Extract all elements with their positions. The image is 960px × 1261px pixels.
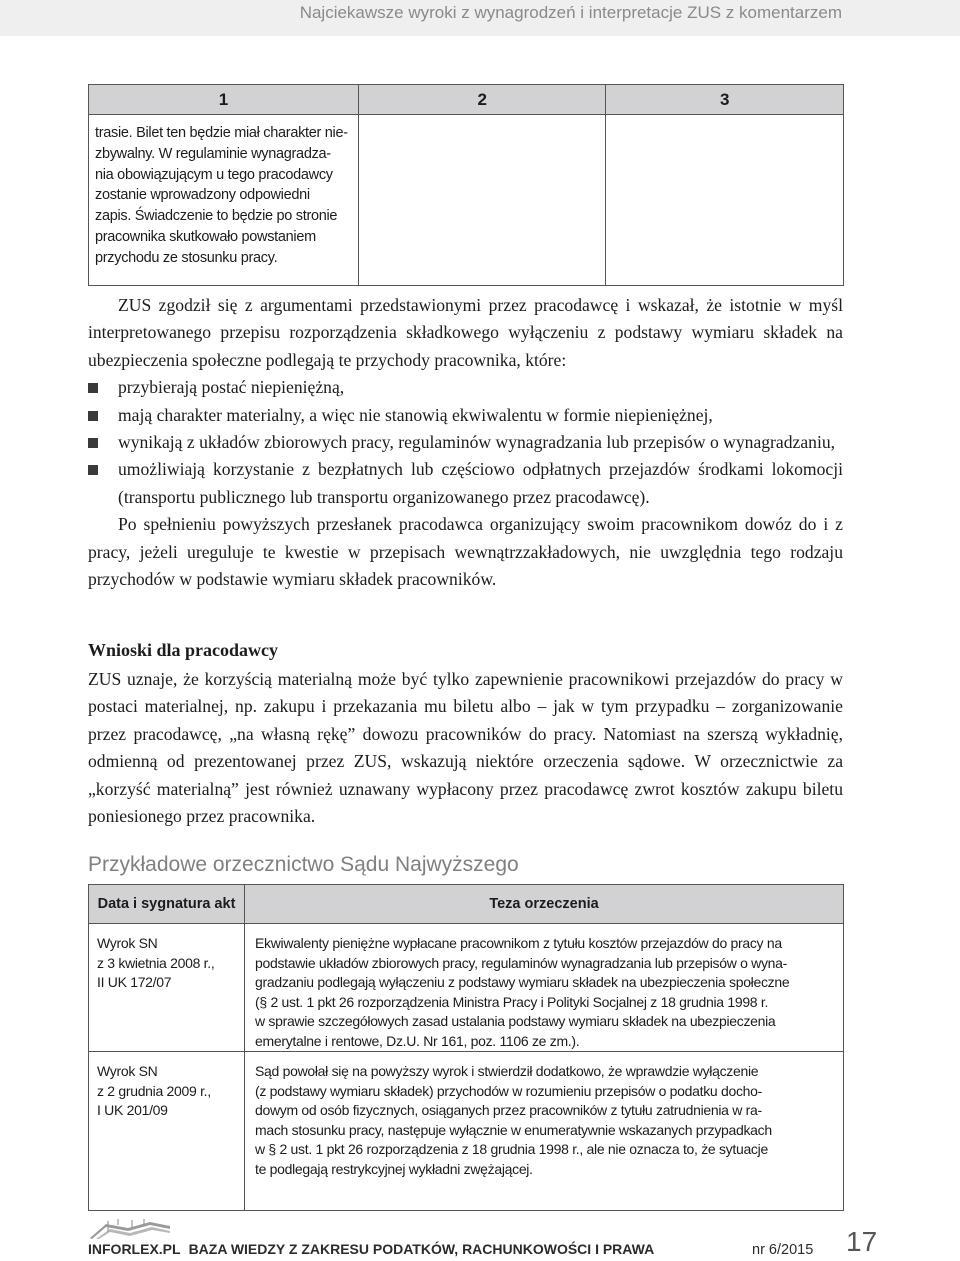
signature-line: Wyrok SN [97, 935, 158, 951]
column-header-1: 1 [89, 85, 359, 115]
footer-issue: nr 6/2015 [752, 1242, 814, 1258]
inforlex-book-logo-icon [88, 1218, 172, 1240]
conclusions-paragraph: ZUS uznaje, że korzyścią materialną może być tylko zapewnienie pracownikowi przejazdów do pracy w postaci materialnej, np. zakupu i przekazania mu biletu albo – jak w tym przypadku – zorganizowanie przez pracodawcę, „na własną rękę” dowozu pracowników do pracy. Natomiast na szerszą wykładnię, odmienną od prezentowanej przez ZUS, wskazują niektóre orzeczenia sądowe. W orzecznictwie za „korzyść materialną” jest również uznawany wypłacony przez pracodawcę zwrot kosztów zakupu biletu poniesionego przez pracownika. [88, 669, 843, 827]
signature-line: Wyrok SN [97, 1063, 158, 1079]
signature-line: II UK 172/07 [97, 974, 172, 990]
list-item [88, 456, 843, 511]
thesis-line: mach stosunku pracy, następuje wyłącznie w enumeratywnie wskazanych przypadkach [255, 1121, 772, 1138]
signature-cell [89, 924, 245, 1052]
running-title: Najciekawsze wyroki z wynagrodzeń i interpretacje ZUS z komentarzem [299, 3, 842, 22]
footer-publication-line [88, 1241, 654, 1257]
conclusions-title: Wnioski dla pracodawcy [88, 640, 279, 660]
table-cell-3 [606, 115, 844, 286]
cell-line: pracownika skutkowało powstaniem [95, 228, 316, 245]
page-number: 17 [846, 1226, 878, 1257]
cell-line: zostanie wprowadzony odpowiedni [95, 187, 310, 204]
case-law-table [88, 884, 844, 1211]
table-header-row [89, 885, 844, 924]
table-header-row [89, 85, 844, 115]
bullet-square-icon [88, 411, 98, 421]
table-row [89, 115, 844, 286]
thesis-cell [245, 1052, 844, 1211]
footer-tagline: BAZA WIEDZY Z ZAKRESU PODATKÓW, RACHUNKOWOŚCI I PRAWA [188, 1241, 655, 1257]
thesis-line: Ekwiwalenty pieniężne wypłacane pracownikom z tytułu kosztów przejazdów do pracy na [255, 935, 782, 951]
page-footer [88, 1218, 878, 1258]
bullet-square-icon [88, 383, 98, 393]
thesis-line: (z podstawy wymiaru składek) przychodów w rozumieniu przepisów o podatku docho- [255, 1082, 762, 1099]
thesis-line: Sąd powołał się na powyższy wyrok i stwierdził dodatkowo, że wprawdzie wyłączenie [255, 1063, 759, 1079]
column-header-3: 3 [606, 85, 844, 115]
footer-brand: INFORLEX.PL [88, 1241, 181, 1257]
column-header-thesis: Teza orzeczenia [245, 885, 844, 924]
cell-line: nia obowiązującym u tego pracodawcy [95, 166, 333, 183]
thesis-line: dowym od osób fizycznych, osiąganych przez pracowników z tytułu zatrudnienia w ra- [255, 1102, 762, 1118]
running-header-bar [0, 0, 960, 36]
cell-line: zbywalny. W regulaminie wynagradza- [95, 145, 331, 162]
thesis-line: gradzaniu podlegają wyłączeniu z podstawy wymiaru składek na ubezpieczenia społeczne [255, 974, 790, 990]
thesis-line: (§ 2 ust. 1 pkt 26 rozporządzenia Ministra Pracy i Polityki Socjalnej z 18 grudnia 1998 r. [255, 993, 769, 1010]
case-law-heading: Przykładowe orzecznictwo Sądu Najwyższego [88, 853, 519, 876]
thesis-line: w § 2 ust. 1 pkt 26 rozporządzenia z 18 grudnia 1998 r., ale nie oznacza to, że sytuacje [255, 1141, 768, 1157]
list-item-text: przybierają postać niepieniężną, [118, 377, 345, 398]
criteria-list [88, 374, 843, 511]
signature-line: z 2 grudnia 2009 r., [97, 1082, 211, 1099]
list-item-text: wynikają z układów zbiorowych pracy, regulaminów wynagradzania lub przepisów o wynagradzaniu, [118, 432, 836, 453]
signature-line: I UK 201/09 [97, 1102, 168, 1118]
cell-line: przychodu ze stosunku pracy. [95, 249, 278, 266]
column-header-signature: Data i sygnatura akt [89, 885, 245, 924]
followup-paragraph: Po spełnieniu powyższych przesłanek pracodawca organizujący swoim pracownikom dowóz do i z pracy, jeżeli ureguluje te kwestie w przepisach wewnątrzzakładowych, nie uwzględnia tego rodzaju przychodów w podstawie wymiaru składek pracowników. [88, 514, 843, 590]
thesis-line: emerytalne i rentowe, Dz.U. Nr 161, poz. 1106 ze zm.). [255, 1032, 580, 1049]
body-text [88, 292, 843, 593]
table-row [89, 1052, 844, 1211]
bullet-square-icon [88, 438, 98, 448]
list-item-text: mają charakter materialny, a więc nie stanowią ekwiwalentu w formie niepieniężnej, [118, 404, 713, 425]
list-item [88, 374, 843, 401]
signature-cell [89, 1052, 245, 1211]
continued-table [88, 84, 844, 286]
thesis-line: te podlegają restrykcyjnej wykładni zwężającej. [255, 1160, 533, 1177]
table-cell-2 [358, 115, 605, 286]
intro-paragraph: ZUS zgodził się z argumentami przedstawionymi przez pracodawcę i wskazał, że istotnie w myśl interpretowanego przepisu rozporządzenia składkowego wyłączeniu z podstawy wymiaru składek na ubezpieczenia społeczne podlegają te przychody pracownika, które: [88, 295, 843, 370]
list-item [88, 402, 843, 429]
thesis-line: w sprawie szczegółowych zasad ustalania podstawy wymiaru składek na ubezpieczenia [255, 1013, 776, 1029]
bullet-square-icon [88, 465, 98, 475]
table-cell-1 [89, 115, 359, 286]
table-row [89, 924, 844, 1052]
thesis-cell [245, 924, 844, 1052]
cell-line: zapis. Świadczenie to będzie po stronie [95, 208, 338, 225]
list-item [88, 429, 843, 456]
list-item-text: umożliwiają korzystanie z bezpłatnych lub częściowo odpłatnych przejazdów środkami lokomocji (transportu publicznego lub transportu organizowanego przez pracodawcę). [118, 459, 843, 507]
column-header-2: 2 [358, 85, 605, 115]
cell-line: trasie. Bilet ten będzie miał charakter nie- [95, 125, 348, 141]
thesis-line: podstawie układów zbiorowych pracy, regulaminów wynagradzania lub przepisów o wyna- [255, 954, 788, 971]
signature-line: z 3 kwietnia 2008 r., [97, 954, 215, 971]
